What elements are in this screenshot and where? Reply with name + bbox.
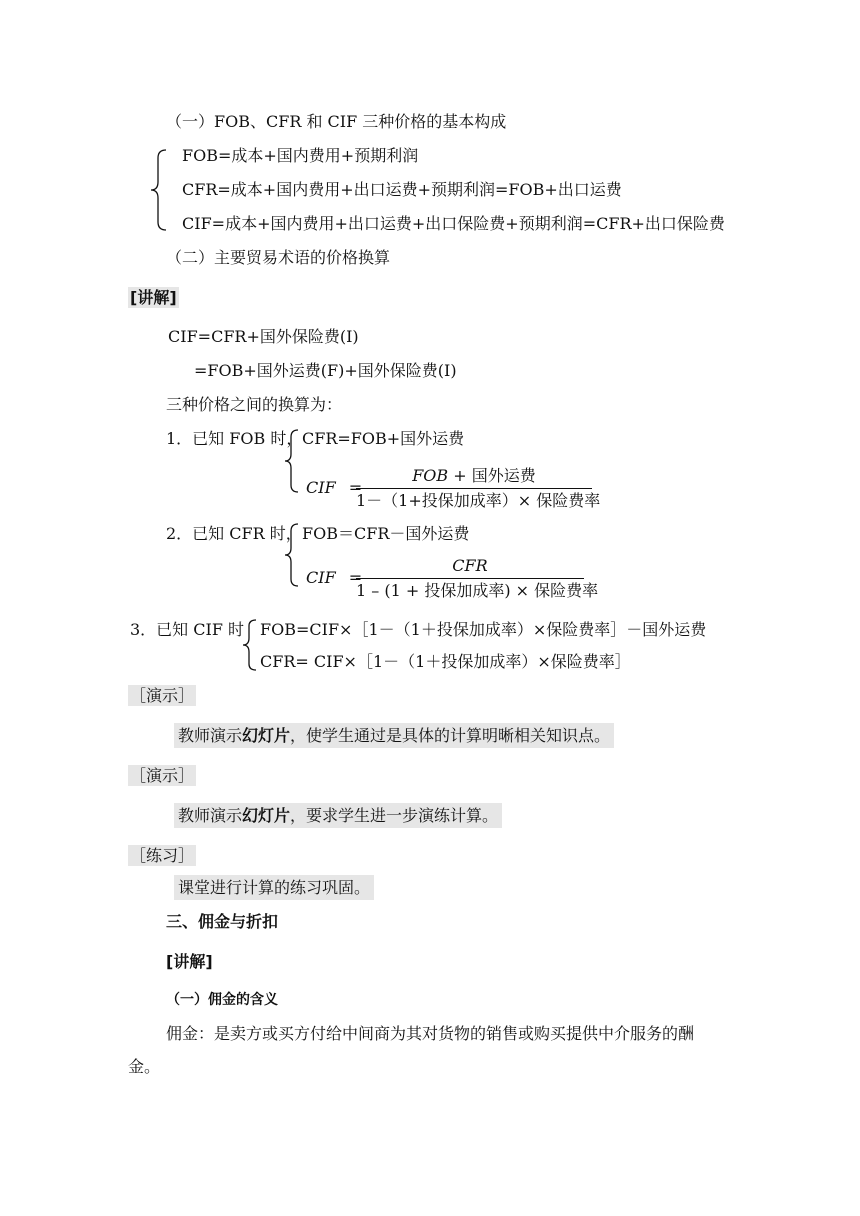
- cif-definition-line-2: =FOB+国外运费(F)+国外保险费(I): [194, 361, 457, 380]
- practice-text: 课堂进行计算的练习巩固。: [174, 875, 374, 900]
- cfr-variable: CFR: [452, 556, 488, 575]
- case-3-cfr-formula: CFR= CIF×［1－（1＋投保加成率）×保险费率］: [260, 652, 631, 671]
- left-brace-icon: [282, 522, 302, 588]
- slides-emphasis: 幻灯片: [242, 726, 291, 745]
- section-heading-price-composition: （一）FOB、CFR 和 CIF 三种价格的基本构成: [166, 112, 507, 131]
- case-1-denominator: 1－（1+投保加成率）× 保险费率: [356, 491, 601, 510]
- fob-variable: FOB: [412, 466, 449, 485]
- formula-fob: FOB=成本+国内费用+预期利润: [182, 146, 419, 165]
- left-brace-icon: [240, 618, 260, 672]
- demo-tag: ［演示］: [130, 766, 195, 785]
- equals-sign: =: [348, 478, 363, 497]
- formula-cfr: CFR=成本+国内费用+出口运费+预期利润=FOB+出口运费: [182, 180, 622, 199]
- lecture-tag: [讲解]: [130, 288, 177, 307]
- left-brace-icon: [282, 428, 302, 494]
- practice-tag: ［练习］: [130, 846, 195, 865]
- left-brace-icon: [148, 148, 170, 232]
- case-2-fob-formula: FOB＝CFR－国外运费: [302, 524, 470, 543]
- cif-variable: CIF: [306, 478, 336, 497]
- commission-definition-line-2: 金。: [128, 1057, 161, 1076]
- commission-heading: （一）佣金的含义: [166, 992, 278, 1008]
- demo-tag: ［演示］: [130, 686, 195, 705]
- case-3-fob-formula: FOB=CIF×［1－（1＋投保加成率）×保险费率］－国外运费: [260, 620, 707, 639]
- commission-definition-line-1: 佣金：是卖方或买方付给中间商为其对货物的销售或购买提供中介服务的酬: [166, 1024, 695, 1043]
- equals-sign: =: [348, 568, 363, 587]
- case-3-label: 3．已知 CIF 时: [130, 620, 245, 639]
- section-heading-conversion: （二）主要贸易术语的价格换算: [166, 248, 391, 267]
- demo-1-text: 教师演示幻灯片，使学生通过是具体的计算明晰相关知识点。: [174, 723, 614, 748]
- formula-cif: CIF=成本+国内费用+出口运费+出口保险费+预期利润=CFR+出口保险费: [182, 214, 725, 233]
- case-1-label: 1．已知 FOB 时，: [166, 429, 303, 448]
- cif-variable: CIF: [306, 568, 336, 587]
- demo-2-text: 教师演示幻灯片，要求学生进一步演练计算。: [174, 803, 502, 828]
- conversion-intro: 三种价格之间的换算为：: [166, 395, 343, 414]
- part-3-heading: 三、佣金与折扣: [166, 912, 279, 931]
- case-2-denominator: 1 – (1 + 投保加成率) × 保险费率: [356, 581, 599, 600]
- lecture-tag: [讲解]: [166, 952, 213, 971]
- case-1-fraction: [356, 466, 601, 511]
- fraction-bar: [356, 488, 592, 489]
- slides-emphasis: 幻灯片: [242, 806, 291, 825]
- case-2-fraction: [356, 556, 599, 601]
- case-1-cfr-formula: CFR=FOB+国外运费: [302, 429, 465, 448]
- cif-definition-line-1: CIF=CFR+国外保险费(I): [168, 327, 359, 346]
- case-2-label: 2．已知 CFR 时，: [166, 524, 302, 543]
- case-1-numerator-rest: + 国外运费: [448, 466, 536, 485]
- fraction-bar: [356, 578, 584, 579]
